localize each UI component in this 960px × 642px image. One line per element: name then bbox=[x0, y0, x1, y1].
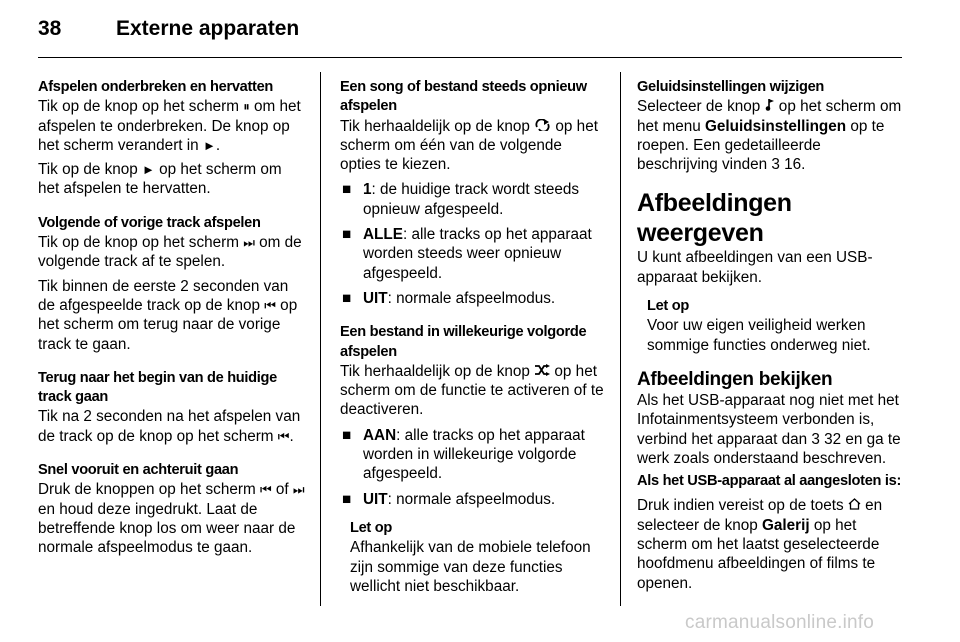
page-header bbox=[0, 0, 960, 60]
column-3 bbox=[637, 78, 903, 593]
paragraph: Als het USB-apparaat nog niet met het Infotainmentsysteem verbonden is, verbind het apparaat dan 3 32 en ga te werk zoals onderstaand beschreven. bbox=[637, 391, 901, 467]
list-item: ■ UIT: normale afspeelmodus. bbox=[342, 289, 556, 307]
subsection-title: Afbeeldingen bekijken bbox=[637, 368, 833, 390]
section-heading: Terug naar het begin van de huidige track gaan bbox=[38, 369, 277, 406]
note-box bbox=[637, 297, 903, 355]
note-text: Voor uw eigen veiligheid werken sommige functies onderweg niet. bbox=[647, 317, 871, 354]
column-divider-1 bbox=[320, 72, 321, 606]
section-heading: Een song of bestand steeds opnieuw afspelen bbox=[340, 79, 587, 115]
paragraph: Tik binnen de eerste 2 seconden van de afgespeelde track op de knop ⏮ op het scherm om terug naar de vorige track te gaan. bbox=[38, 277, 298, 353]
next-track-icon: ⏭ bbox=[292, 482, 305, 498]
paragraph: Druk indien vereist op de toets en selecteer de knop Galerij op het scherm om het laatst geselecteerde hoofdmenu afbeeldingen of films te openen. bbox=[637, 497, 883, 592]
home-icon bbox=[848, 497, 861, 514]
header-rule bbox=[38, 57, 902, 58]
section-heading: Geluidsinstellingen wijzigen bbox=[637, 79, 825, 95]
next-track-icon: ⏭ bbox=[243, 235, 255, 251]
paragraph: Selecteer de knop op het scherm om het menu Geluidsinstellingen op te roepen. Een gedetailleerde beschrijving vinden 3 16. bbox=[637, 98, 902, 174]
note-text: Afhankelijk van de mobiele telefoon zijn sommige van deze functies wellicht niet beschikbaar. bbox=[350, 539, 591, 595]
list-item: ■ UIT: normale afspeelmodus. bbox=[342, 490, 556, 508]
list-item: ■ ALLE: alle tracks op het apparaat worden steeds weer opnieuw afgespeeld. bbox=[342, 226, 592, 282]
play-icon: ► bbox=[142, 162, 155, 178]
paragraph: Tik na 2 seconden na het afspelen van de track op de knop op het scherm ⏮. bbox=[38, 408, 301, 445]
list-item: ■ 1: de huidige track wordt steeds opnieuw afgespeeld. bbox=[342, 181, 579, 218]
previous-track-icon: ⏮ bbox=[264, 297, 276, 313]
shuffle-icon bbox=[534, 363, 550, 380]
paragraph: Tik op de knop ► op het scherm om het afspelen te hervatten. bbox=[38, 161, 282, 198]
play-icon: ► bbox=[202, 137, 216, 153]
repeat-icon bbox=[534, 118, 551, 135]
sound-settings-icon bbox=[765, 98, 775, 115]
section-heading: Snel vooruit en achteruit gaan bbox=[38, 462, 239, 479]
section-heading: Als het USB-apparaat al aangesloten is: bbox=[637, 473, 902, 490]
note-box bbox=[340, 519, 604, 596]
watermark: carmanualsonline.info bbox=[685, 612, 875, 633]
column-1 bbox=[38, 78, 306, 558]
paragraph: Tik herhaaldelijk op de knop op het scherm om één van de volgende opties te kiezen. bbox=[340, 117, 598, 174]
page-reference-icon: 3 bbox=[811, 430, 820, 448]
previous-track-icon: ⏮ bbox=[259, 482, 272, 498]
paragraph: Druk de knoppen op het scherm ⏮ of ⏭ en houd deze ingedrukt. Laat de betreffende knop los om weer naar de normale afspeelmodus te gaan. bbox=[38, 481, 305, 557]
note-heading: Let op bbox=[647, 298, 689, 315]
column-2 bbox=[340, 78, 604, 596]
chapter-title: Externe apparaten bbox=[116, 17, 300, 40]
section-heading: Volgende of vorige track afspelen bbox=[38, 214, 261, 231]
paragraph: U kunt afbeeldingen van een USB-apparaat bekijken. bbox=[637, 249, 873, 286]
previous-track-icon: ⏮ bbox=[277, 428, 290, 444]
column-divider-2 bbox=[620, 72, 621, 606]
page-reference-icon: 3 bbox=[771, 156, 780, 174]
paragraph: Tik herhaaldelijk op de knop op het scherm om de functie te activeren of te deactiveren. bbox=[340, 362, 604, 419]
page-number: 38 bbox=[38, 17, 62, 40]
paragraph: Tik op de knop op het scherm ⏸ om het afspelen te onderbreken. De knop op het scherm verandert in ►. bbox=[38, 98, 301, 154]
paragraph: Tik op de knop op het scherm ⏭ om de volgende track af te spelen. bbox=[38, 234, 302, 271]
page-section-title: Afbeeldingen weergeven bbox=[637, 189, 792, 248]
list-item: ■ AAN: alle tracks op het apparaat worden in willekeurige volgorde afgespeeld. bbox=[342, 426, 585, 483]
section-heading: Een bestand in willekeurige volgorde afspelen bbox=[340, 324, 587, 360]
pause-icon: ⏸ bbox=[243, 99, 250, 115]
note-heading: Let op bbox=[350, 519, 392, 536]
section-heading: Afspelen onderbreken en hervatten bbox=[38, 79, 274, 95]
